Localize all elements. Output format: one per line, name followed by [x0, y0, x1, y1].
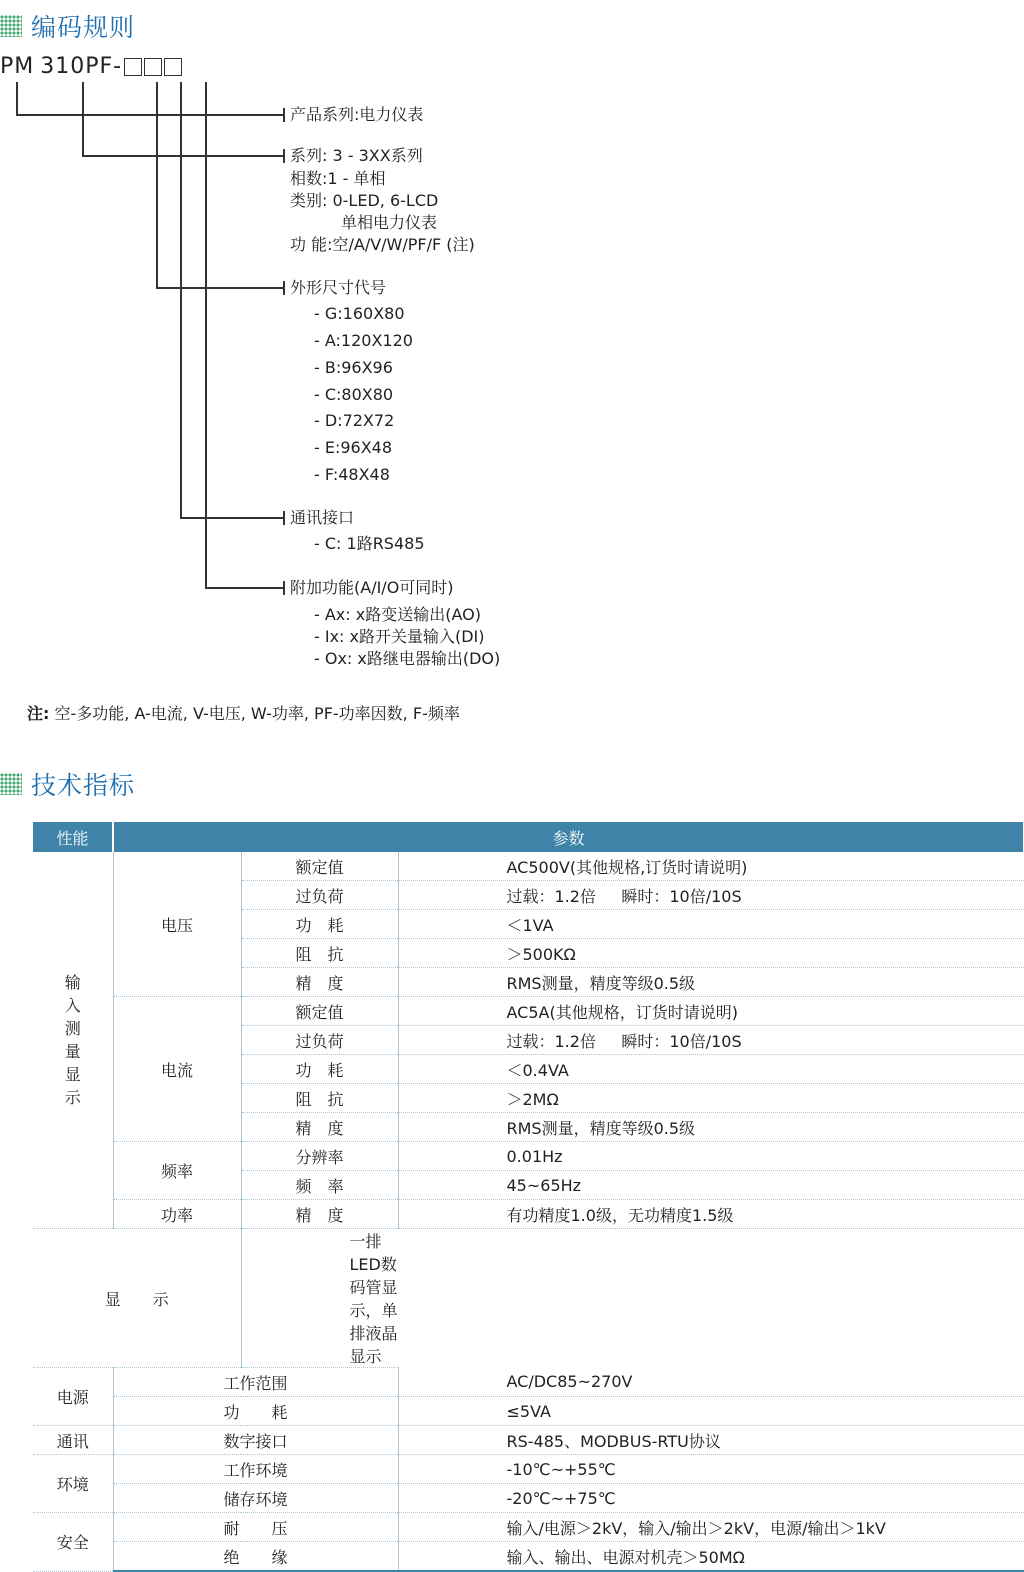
coding-type: 类别: 0-LED, 6-LCD: [290, 191, 439, 210]
group-current: 电流: [113, 997, 241, 1142]
coding-heading-series: 产品系列:电力仪表: [290, 105, 424, 124]
group-input-display: 输 入 测 量 显 示: [33, 852, 113, 1229]
param-value: ＞2MΩ: [398, 1084, 1024, 1113]
coding-rules-title: 编码规则: [0, 10, 135, 42]
param-value: 过载：1.2倍 瞬时：10倍/10S: [398, 1026, 1024, 1055]
table-row: [33, 1368, 1024, 1397]
param-value: -10℃~+55℃: [398, 1455, 1024, 1484]
table-row: [33, 1455, 1024, 1484]
extra-item: - Ⅰx: x路开关量输入(DI): [314, 627, 485, 646]
param-label: 额定值: [241, 997, 398, 1026]
param-label: 精 度: [241, 1200, 398, 1229]
coding-heading-comm: 通讯接口: [290, 508, 355, 527]
model-code: PM 310PF-: [0, 54, 182, 79]
param-label: 阻 抗: [241, 939, 398, 968]
param-value: 45~65Hz: [398, 1171, 1024, 1200]
code-box-3: [164, 58, 182, 76]
table-row: [33, 1484, 1024, 1513]
table-row: [33, 1142, 1024, 1171]
param-value: ≤5VA: [398, 1397, 1024, 1426]
param-value: RS-485、MODBUS-RTU协议: [398, 1426, 1024, 1455]
param-value: 过载：1.2倍 瞬时：10倍/10S: [398, 881, 1024, 910]
table-row: [33, 1200, 1024, 1229]
table-row: [33, 1426, 1024, 1455]
param-label: 频 率: [241, 1171, 398, 1200]
table-row: [33, 1513, 1024, 1542]
param-value: 0.01Hz: [398, 1142, 1024, 1171]
param-value: 有功精度1.0级，无功精度1.5级: [398, 1200, 1024, 1229]
param-value: ＜0.4VA: [398, 1055, 1024, 1084]
param-value: ＜1VA: [398, 910, 1024, 939]
param-value: RMS测量，精度等级0.5级: [398, 968, 1024, 997]
param-label: 功 耗: [241, 1055, 398, 1084]
param-value: -20℃~+75℃: [398, 1484, 1024, 1513]
coding-phase: 相数:1 - 单相: [290, 169, 386, 188]
size-item: - F:48X48: [314, 465, 390, 484]
comm-item: - C: 1路RS485: [314, 534, 425, 553]
group-comm: 通讯: [33, 1426, 113, 1455]
param-value: AC/DC85~270V: [398, 1368, 1024, 1397]
extra-item: - Ox: x路继电器输出(DO): [314, 649, 501, 668]
table-row: [33, 1542, 1024, 1572]
spec-table: [33, 822, 1024, 1572]
dot-grid-icon: [0, 773, 22, 795]
param-label: 数字接口: [113, 1426, 398, 1455]
header-parameters: 参数: [113, 822, 1024, 852]
coding-function: 功 能:空/A/V/W/PF/F (注): [290, 235, 475, 254]
table-header-row: [33, 822, 1024, 852]
group-environment: 环境: [33, 1455, 113, 1513]
param-label: 储存环境: [113, 1484, 398, 1513]
group-voltage: 电压: [113, 852, 241, 997]
size-item: - B:96X96: [314, 358, 393, 377]
spec-title: 技术指标: [0, 768, 135, 800]
param-label-display: 显 示: [33, 1229, 241, 1368]
table-row: [33, 852, 1024, 881]
param-label: 阻 抗: [241, 1084, 398, 1113]
param-label: 功 耗: [241, 910, 398, 939]
group-frequency: 频率: [113, 1142, 241, 1200]
param-label: 绝 缘: [113, 1542, 398, 1572]
param-label: 额定值: [241, 852, 398, 881]
extra-item: - Ax: x路变送输出(AO): [314, 605, 481, 624]
coding-heading-extra: 附加功能(A/I/O可同时): [290, 578, 454, 597]
param-label: 精 度: [241, 1113, 398, 1142]
table-row: [33, 1229, 1024, 1368]
group-supply: 电源: [33, 1368, 113, 1426]
size-item: - D:72X72: [314, 411, 395, 430]
param-value: RMS测量，精度等级0.5级: [398, 1113, 1024, 1142]
param-label: 分辨率: [241, 1142, 398, 1171]
group-power: 功率: [113, 1200, 241, 1229]
param-label: 过负荷: [241, 1026, 398, 1055]
param-label: 功 耗: [113, 1397, 398, 1426]
code-box-2: [144, 58, 162, 76]
param-value: AC5A(其他规格，订货时请说明): [398, 997, 1024, 1026]
code-box-1: [124, 58, 142, 76]
param-value: 输入、输出、电源对机壳＞50MΩ: [398, 1542, 1024, 1572]
table-row: [33, 997, 1024, 1026]
param-value: ＞500KΩ: [398, 939, 1024, 968]
table-row: [33, 1397, 1024, 1426]
coding-type-desc: 单相电力仪表: [341, 213, 438, 232]
size-item: - E:96X48: [314, 438, 393, 457]
dot-grid-icon: [0, 15, 22, 37]
coding-note: 注: 空-多功能, A-电流, V-电压, W-功率, PF-功率因数, F-频率: [27, 704, 460, 723]
param-label: 过负荷: [241, 881, 398, 910]
group-safety: 安全: [33, 1513, 113, 1572]
header-performance: 性能: [33, 822, 113, 852]
param-label: 工作范围: [113, 1368, 398, 1397]
coding-heading-size: 外形尺寸代号: [290, 278, 387, 297]
param-label: 工作环境: [113, 1455, 398, 1484]
param-value: 输入/电源＞2kV，输入/输出＞2kV，电源/输出＞1kV: [398, 1513, 1024, 1542]
param-value: AC500V(其他规格,订货时请说明): [398, 852, 1024, 881]
param-value: 一排LED数码管显示，单排液晶显示: [241, 1229, 398, 1368]
coding-heading-line: 系列: 3 - 3XX系列: [290, 146, 423, 165]
param-label: 精 度: [241, 968, 398, 997]
param-label: 耐 压: [113, 1513, 398, 1542]
size-item: - A:120X120: [314, 331, 413, 350]
size-item: - C:80X80: [314, 385, 394, 404]
size-item: - G:160X80: [314, 304, 405, 323]
